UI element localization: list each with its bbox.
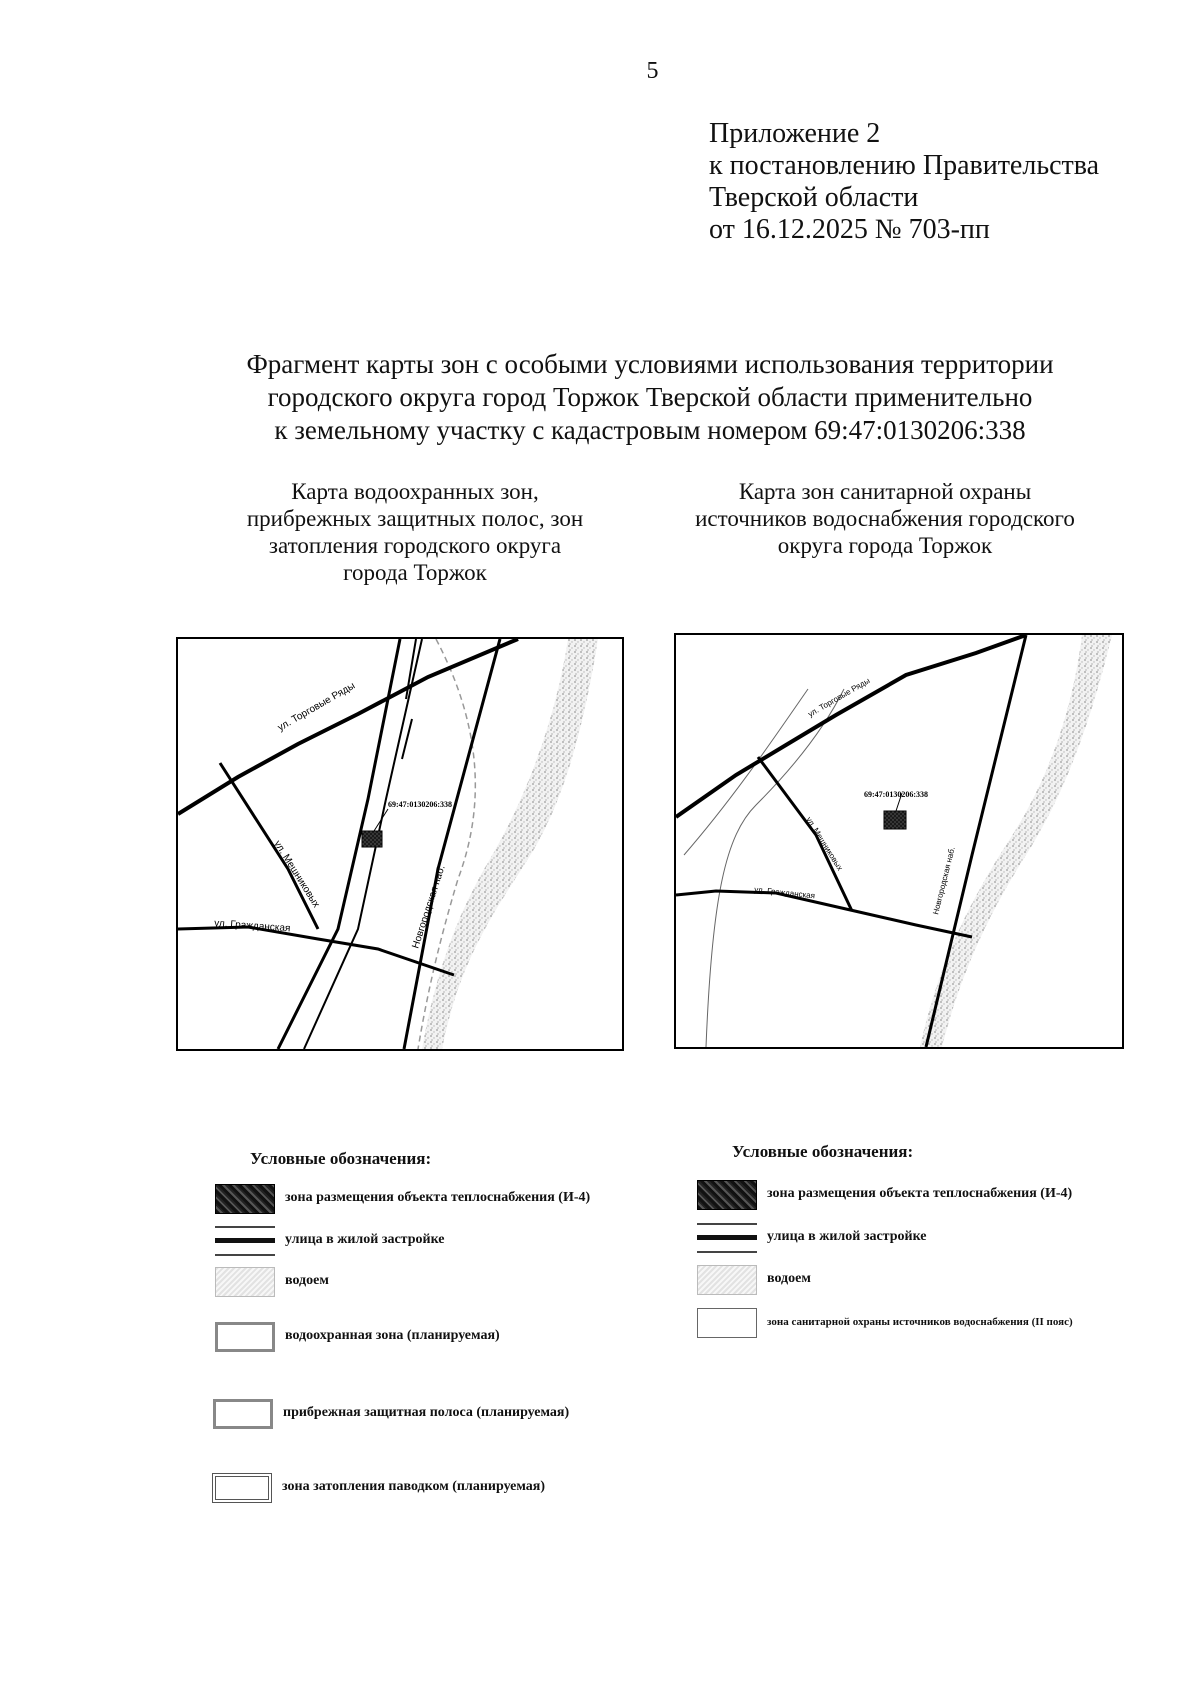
caption-line: прибрежных защитных полос, зон xyxy=(246,506,584,531)
river-area xyxy=(422,639,598,1049)
left-map-caption xyxy=(190,478,640,586)
street-grazhdanskaya xyxy=(676,891,972,937)
label-novgorodskaya-nab: Новгородская наб. xyxy=(931,845,957,916)
legend-label: прибрежная защитная полоса (планируемая) xyxy=(283,1405,570,1420)
right-legend-title: Условные обозначения: xyxy=(732,1142,914,1161)
legend-label: улица в жилой застройке xyxy=(285,1232,445,1247)
appendix-line: от 16.12.2025 № 703-пп xyxy=(709,214,990,245)
title-line: к земельному участку с кадастровым номером 69:47:0130206:338 xyxy=(274,415,1026,445)
right-map-drawing xyxy=(676,635,1122,1047)
legend-label: зона затопления паводком (планируемая) xyxy=(282,1479,546,1494)
legend-label: улица в жилой застройке xyxy=(767,1229,927,1244)
right-map xyxy=(674,633,1124,1049)
legend-label: зона размещения объекта теплоснабжения (И-4) xyxy=(767,1186,1073,1201)
legend-label: водоохранная зона (планируемая) xyxy=(285,1328,500,1343)
appendix-header xyxy=(709,118,1099,246)
label-cadastral: 69:47:0130206:338 xyxy=(388,800,452,809)
appendix-line: Приложение 2 xyxy=(709,118,881,149)
cadastral-parcel xyxy=(362,831,382,847)
legend-label: водоем xyxy=(767,1271,811,1286)
legend-label: водоем xyxy=(285,1273,329,1288)
heat-supply-zone-swatch xyxy=(697,1180,757,1210)
label-torgovye-ryady: ул. Торговые Ряды xyxy=(276,680,358,734)
left-map xyxy=(176,637,624,1051)
caption-line: Карта зон санитарной охраны xyxy=(738,479,1032,504)
label-torgovye-ryady: ул. Торговые Ряды xyxy=(806,676,872,719)
coastal-strip-swatch xyxy=(213,1399,273,1429)
parcel-leader-line xyxy=(374,809,388,831)
label-novgorodskaya-nab: Новгородская наб. xyxy=(410,864,448,950)
document-title xyxy=(150,348,1150,447)
label-cadastral: 69:47:0130206:338 xyxy=(864,790,928,799)
right-map-caption xyxy=(660,478,1110,559)
legend-label: зона размещения объекта теплоснабжения (И-4) xyxy=(285,1190,591,1205)
left-legend-title: Условные обозначения: xyxy=(250,1149,432,1168)
legend-label: зона санитарной охраны источников водоснабжения (II пояс) xyxy=(767,1316,1073,1328)
water-protection-zone-swatch xyxy=(215,1322,275,1352)
page-number: 5 xyxy=(646,58,659,84)
sanitary-zone-boundary xyxy=(706,689,844,1047)
appendix-line: Тверской области xyxy=(709,182,919,213)
caption-line: округа города Торжок xyxy=(777,533,993,558)
label-grazhdanskaya: ул. Гражданская xyxy=(753,885,816,901)
street-meshnikovykh xyxy=(220,763,318,929)
street-grazhdanskaya xyxy=(178,927,454,975)
caption-line: города Торжок xyxy=(343,560,487,585)
title-line: Фрагмент карты зон с особыми условиями использования территории xyxy=(246,349,1054,379)
street-torgovye-ryady xyxy=(178,639,518,814)
appendix-line: к постановлению Правительства xyxy=(709,150,1100,181)
caption-line: затопления городского округа xyxy=(268,533,562,558)
river-area xyxy=(920,635,1112,1047)
label-grazhdanskaya: ул. Гражданская xyxy=(213,918,291,935)
cadastral-parcel xyxy=(884,811,906,829)
flood-zone-swatch xyxy=(212,1473,272,1503)
label-meshnikovykh: ул. Мешниковых xyxy=(271,838,322,910)
title-line: городского округа город Торжок Тверской области применительно xyxy=(267,382,1033,412)
left-map-drawing xyxy=(178,639,622,1049)
label-meshnikovykh: ул. Мешниковых xyxy=(804,815,845,873)
residential-street-swatch xyxy=(215,1226,275,1256)
heat-supply-zone-swatch xyxy=(215,1184,275,1214)
sanitary-zone-boundary xyxy=(684,689,808,855)
sanitary-zone-swatch xyxy=(697,1308,757,1338)
street-torgovye-ryady xyxy=(676,635,1026,817)
caption-line: Карта водоохранных зон, xyxy=(291,479,539,504)
water-body-swatch xyxy=(215,1267,275,1297)
residential-street-swatch xyxy=(697,1223,757,1253)
water-body-swatch xyxy=(697,1265,757,1295)
caption-line: источников водоснабжения городского xyxy=(695,506,1075,531)
